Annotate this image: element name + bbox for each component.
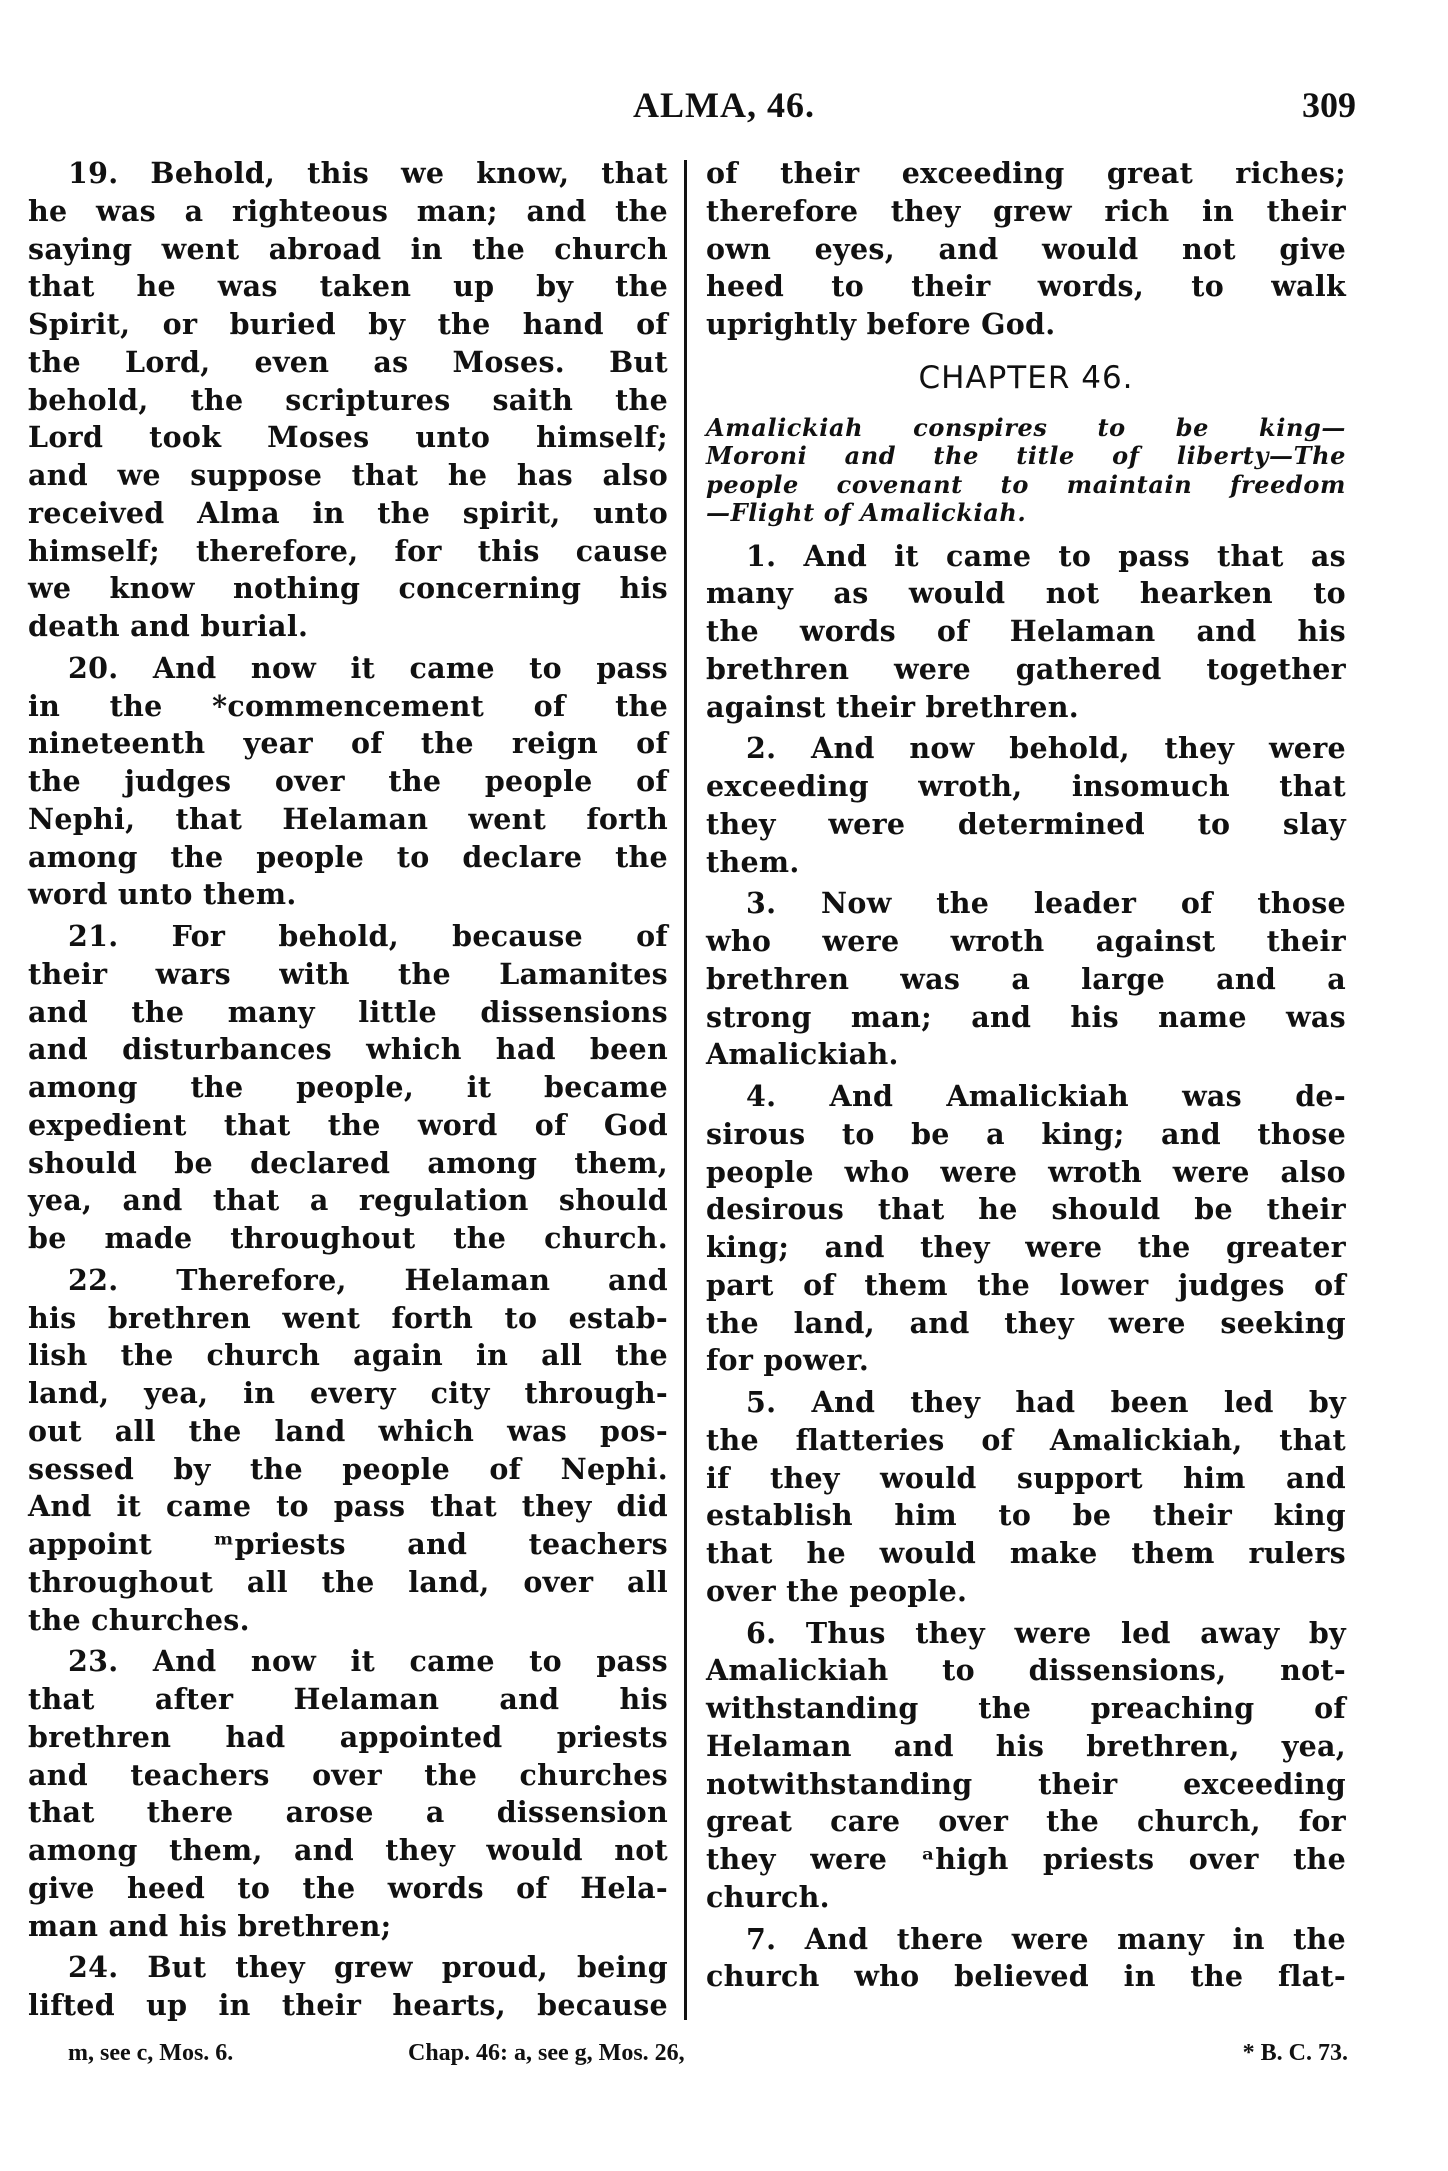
- text-line: part of them the lower judges of: [706, 1267, 1346, 1302]
- right-column-verses: [706, 538, 1346, 1997]
- text-line: lish the church again in all the: [28, 1338, 668, 1373]
- text-line: notwithstanding their exceeding: [706, 1766, 1346, 1801]
- text-line: And it came to pass that they did: [28, 1489, 668, 1524]
- text-line: we know nothing concerning his: [28, 571, 668, 606]
- text-line: brethren had appointed priests: [28, 1719, 668, 1754]
- text-line: in the *commencement of the: [28, 688, 668, 723]
- text-line: establish him to be their king: [706, 1498, 1346, 1533]
- text-line: that there arose a dissension: [28, 1795, 668, 1830]
- text-line: 5. And they had been led by: [746, 1385, 1346, 1419]
- summary-line: Amalickiah conspires to be king—: [706, 412, 1346, 442]
- text-line: and the many little dissensions: [28, 994, 668, 1029]
- text-line: the land, and they were seeking: [706, 1305, 1346, 1340]
- text-line: 21. For behold, because of: [68, 919, 668, 953]
- text-line: sessed by the people of Nephi.: [28, 1451, 668, 1486]
- text-line: 20. And now it came to pass: [68, 650, 668, 685]
- text-line: out all the land which was pos-: [28, 1413, 668, 1448]
- text-line: them.: [706, 844, 800, 879]
- text-line: therefore they grew rich in their: [706, 193, 1346, 228]
- footnote-date: * B. C. 73.: [1242, 2040, 1348, 2066]
- text-line: desirous that he should be their: [706, 1192, 1346, 1227]
- text-line: 22. Therefore, Helaman and: [68, 1262, 668, 1297]
- text-line: among the people to declare the: [28, 839, 668, 874]
- text-line: Nephi, that Helaman went forth: [28, 801, 668, 836]
- text-line: nineteenth year of the reign of: [28, 726, 668, 761]
- text-line: 23. And now it came to pass: [68, 1644, 668, 1679]
- column-divider: [684, 160, 687, 2020]
- text-line: that he was taken up by the: [28, 269, 668, 304]
- text-line: they were ᵃhigh priests over the: [706, 1842, 1346, 1876]
- text-line: appoint ᵐpriests and teachers: [28, 1527, 668, 1561]
- text-line: should be declared among them,: [28, 1145, 668, 1180]
- text-line: that he would make them rulers: [706, 1536, 1346, 1570]
- text-line: if they would support him and: [706, 1460, 1346, 1495]
- chapter-summary: [706, 414, 1346, 528]
- text-line: who were wroth against their: [706, 924, 1346, 958]
- text-line: 1. And it came to pass that as: [746, 538, 1346, 573]
- text-line: the Lord, even as Moses. But: [28, 344, 668, 379]
- page-header: [0, 84, 1448, 134]
- text-line: the judges over the people of: [28, 764, 668, 798]
- text-line: land, yea, in every city through-: [28, 1376, 668, 1410]
- text-line: heed to their words, to walk: [706, 269, 1346, 304]
- text-line: behold, the scriptures saith the: [28, 382, 668, 417]
- text-line: 7. And there were many in the: [746, 1921, 1346, 1956]
- text-line: lifted up in their hearts, because: [28, 1988, 668, 2022]
- text-line: withstanding the preaching of: [706, 1691, 1346, 1725]
- text-line: and we suppose that he has also: [28, 458, 668, 492]
- text-line: 6. Thus they were led away by: [746, 1615, 1346, 1650]
- text-line: among the people, it became: [28, 1070, 668, 1104]
- text-line: the words of Helaman and his: [706, 614, 1346, 648]
- summary-line: people covenant to maintain freedom: [706, 469, 1346, 499]
- text-line: brethren were gathered together: [706, 651, 1346, 686]
- text-line: brethren was a large and a: [706, 961, 1346, 996]
- text-line: his brethren went forth to estab-: [28, 1300, 668, 1335]
- text-line: received Alma in the spirit, unto: [28, 495, 668, 530]
- text-line: they were determined to slay: [706, 806, 1346, 841]
- text-line: himself; therefore, for this cause: [28, 533, 668, 568]
- text-line: that after Helaman and his: [28, 1682, 668, 1716]
- text-line: king; and they were the greater: [706, 1230, 1346, 1264]
- running-title: ALMA, 46.: [633, 85, 815, 125]
- text-line: over the people.: [706, 1573, 968, 1608]
- text-line: against their brethren.: [706, 689, 1079, 724]
- text-line: Lord took Moses unto himself;: [28, 420, 668, 455]
- text-line: and disturbances which had been: [28, 1032, 668, 1067]
- text-line: exceeding wroth, insomuch that: [706, 769, 1346, 803]
- text-line: their wars with the Lamanites: [28, 956, 668, 991]
- text-line: the flatteries of Amalickiah, that: [706, 1422, 1346, 1457]
- text-line: 2. And now behold, they were: [746, 731, 1346, 766]
- text-line: Amalickiah to dissensions, not-: [706, 1653, 1346, 1688]
- chapter-heading: CHAPTER 46.: [918, 359, 1134, 396]
- text-line: yea, and that a regulation should: [28, 1183, 668, 1218]
- text-line: 24. But they grew proud, being: [68, 1950, 668, 1985]
- text-line: Helaman and his brethren, yea,: [706, 1728, 1346, 1763]
- text-line: expedient that the word of God: [28, 1107, 668, 1142]
- footnote-chapter: Chap. 46: a, see g, Mos. 26,: [408, 2040, 685, 2066]
- text-line: sirous to be a king; and those: [706, 1116, 1346, 1151]
- summary-line: Moroni and the title of liberty—The: [706, 441, 1346, 470]
- text-line: man and his brethren;: [28, 1908, 392, 1943]
- summary-line: —Flight of Amalickiah.: [706, 498, 1027, 527]
- text-line: word unto them.: [28, 877, 297, 912]
- text-line: saying went abroad in the church: [28, 231, 668, 266]
- text-line: for power.: [706, 1343, 870, 1378]
- text-line: 19. Behold, this we know, that: [68, 156, 668, 190]
- page-number: 309: [1302, 85, 1356, 125]
- text-line: people who were wroth were also: [706, 1154, 1346, 1189]
- left-column: [28, 155, 668, 2025]
- text-line: own eyes, and would not give: [706, 231, 1346, 266]
- right-column-continuation: [706, 155, 1346, 344]
- text-line: uprightly before God.: [706, 307, 1056, 341]
- text-line: of their exceeding great riches;: [706, 156, 1346, 190]
- text-line: church.: [706, 1879, 830, 1914]
- text-line: strong man; and his name was: [706, 999, 1346, 1034]
- text-line: great care over the church, for: [706, 1804, 1346, 1839]
- right-column: [706, 155, 1346, 1996]
- text-line: throughout all the land, over all: [28, 1564, 668, 1599]
- text-line: give heed to the words of Hela-: [28, 1870, 668, 1905]
- text-line: Amalickiah.: [706, 1037, 899, 1072]
- footnote-m: m, see c, Mos. 6.: [68, 2040, 234, 2066]
- text-line: 4. And Amalickiah was de-: [746, 1079, 1346, 1113]
- text-line: Spirit, or buried by the hand of: [28, 307, 668, 341]
- text-line: many as would not hearken to: [706, 576, 1346, 611]
- text-line: death and burial.: [28, 609, 309, 643]
- text-line: and teachers over the churches: [28, 1757, 668, 1792]
- text-line: be made throughout the church.: [28, 1221, 668, 1255]
- text-line: 3. Now the leader of those: [746, 886, 1346, 921]
- text-line: among them, and they would not: [28, 1833, 668, 1867]
- text-line: the churches.: [28, 1602, 250, 1637]
- text-line: church who believed in the flat-: [706, 1959, 1346, 1994]
- text-line: he was a righteous man; and the: [28, 193, 668, 228]
- page-footer: [28, 2040, 1348, 2076]
